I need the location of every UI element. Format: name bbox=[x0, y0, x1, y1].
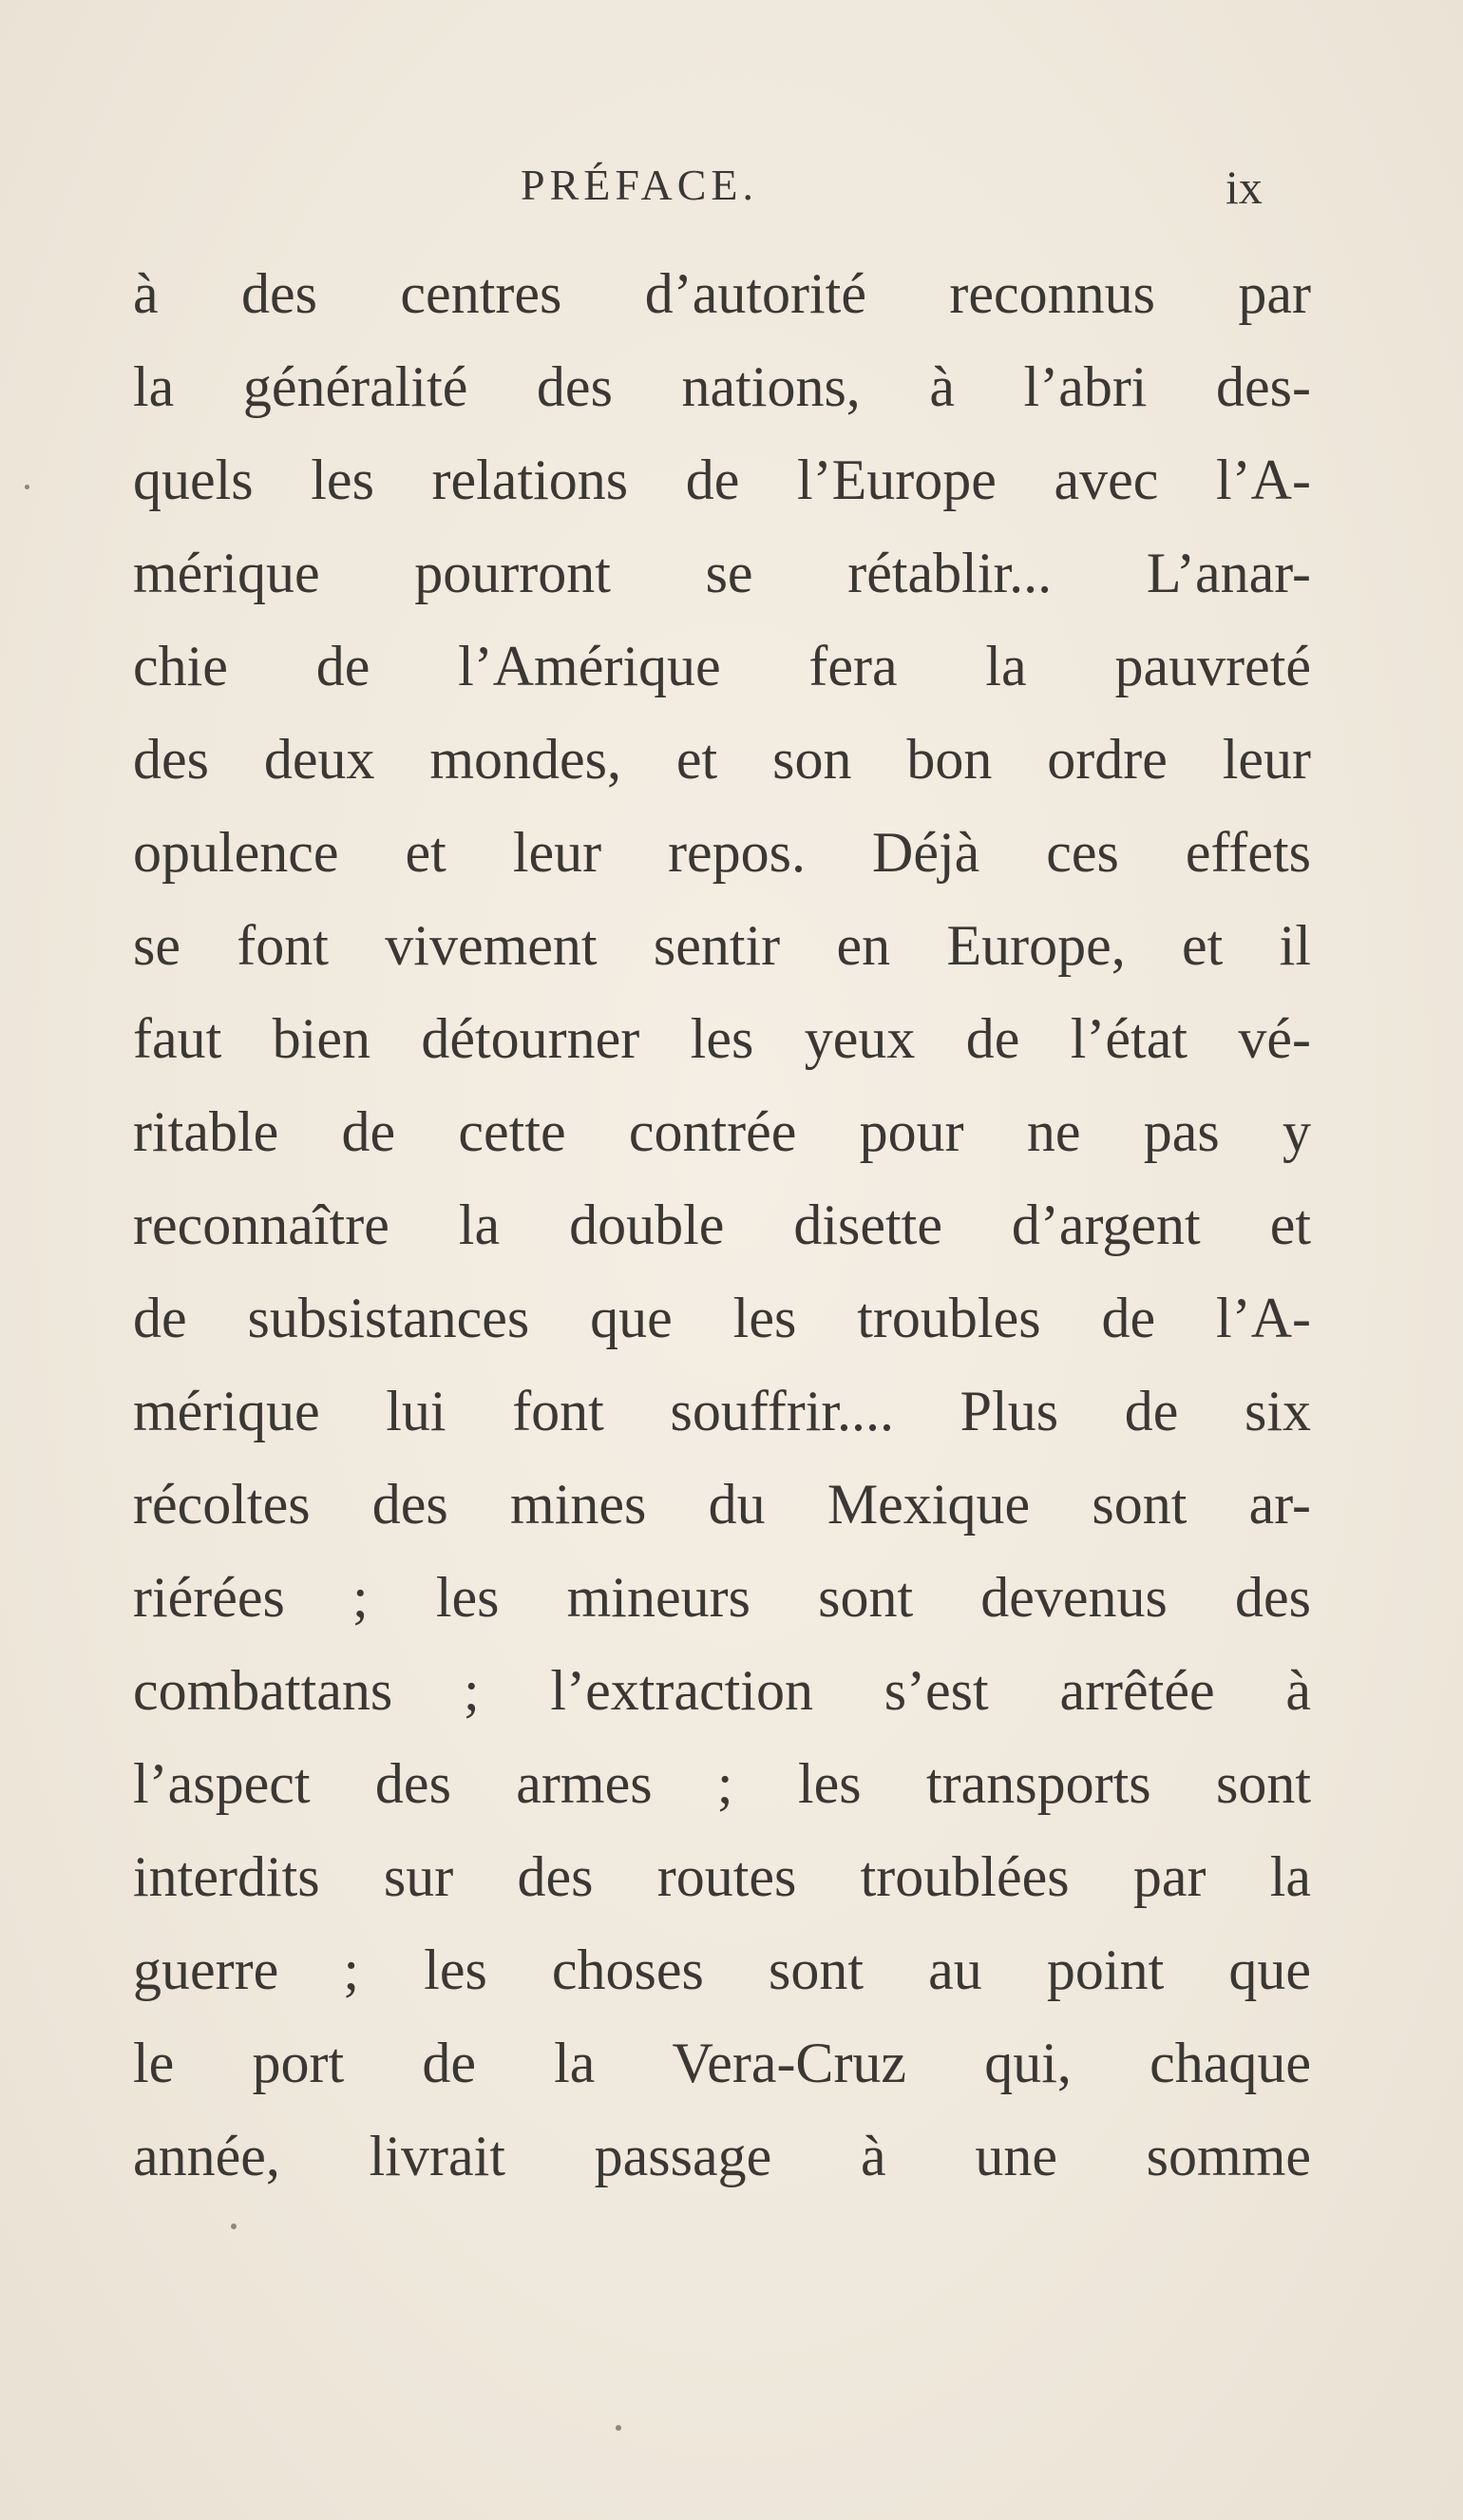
text-line: mérique lui font souffrir.... Plus de six bbox=[133, 1380, 1311, 1442]
text-line: mérique pourront se rétablir... L’anar- bbox=[133, 542, 1311, 604]
text-line: le port de la Vera-Cruz qui, chaque bbox=[133, 2032, 1311, 2094]
running-head-title: PRÉFACE. bbox=[521, 161, 759, 209]
text-line: chie de l’Amérique fera la pauvreté bbox=[133, 635, 1311, 697]
text-line: l’aspect des armes ; les transports sont bbox=[133, 1752, 1311, 1815]
text-line: reconnaître la double disette d’argent et bbox=[133, 1193, 1311, 1256]
text-line: ritable de cette contrée pour ne pas y bbox=[133, 1100, 1311, 1163]
text-line: à des centres d’autorité reconnus par bbox=[133, 262, 1311, 325]
text-line: opulence et leur repos. Déjà ces effets bbox=[133, 821, 1311, 884]
text-line: riérées ; les mineurs sont devenus des bbox=[133, 1566, 1311, 1629]
paper-speck bbox=[231, 2224, 237, 2229]
body-text bbox=[133, 247, 1311, 2203]
text-line: la généralité des nations, à l’abri des- bbox=[133, 355, 1311, 418]
text-line: année, livrait passage à une somme bbox=[133, 2125, 1311, 2187]
paper-speck bbox=[616, 2425, 621, 2431]
page-number: ix bbox=[1226, 161, 1263, 214]
text-line: récoltes des mines du Mexique sont ar- bbox=[133, 1473, 1311, 1536]
running-head bbox=[0, 160, 1463, 226]
text-line: des deux mondes, et son bon ordre leur bbox=[133, 728, 1311, 791]
text-line: guerre ; les choses sont au point que bbox=[133, 1938, 1311, 2001]
text-line: se font vivement sentir en Europe, et il bbox=[133, 914, 1311, 977]
text-line: faut bien détourner les yeux de l’état vé- bbox=[133, 1007, 1311, 1070]
text-line: de subsistances que les troubles de l’A- bbox=[133, 1287, 1311, 1349]
text-line: interdits sur des routes troublées par la bbox=[133, 1845, 1311, 1908]
text-line: combattans ; l’extraction s’est arrêtée à bbox=[133, 1659, 1311, 1722]
text-line: quels les relations de l’Europe avec l’A- bbox=[133, 449, 1311, 511]
paper-speck bbox=[25, 485, 29, 489]
